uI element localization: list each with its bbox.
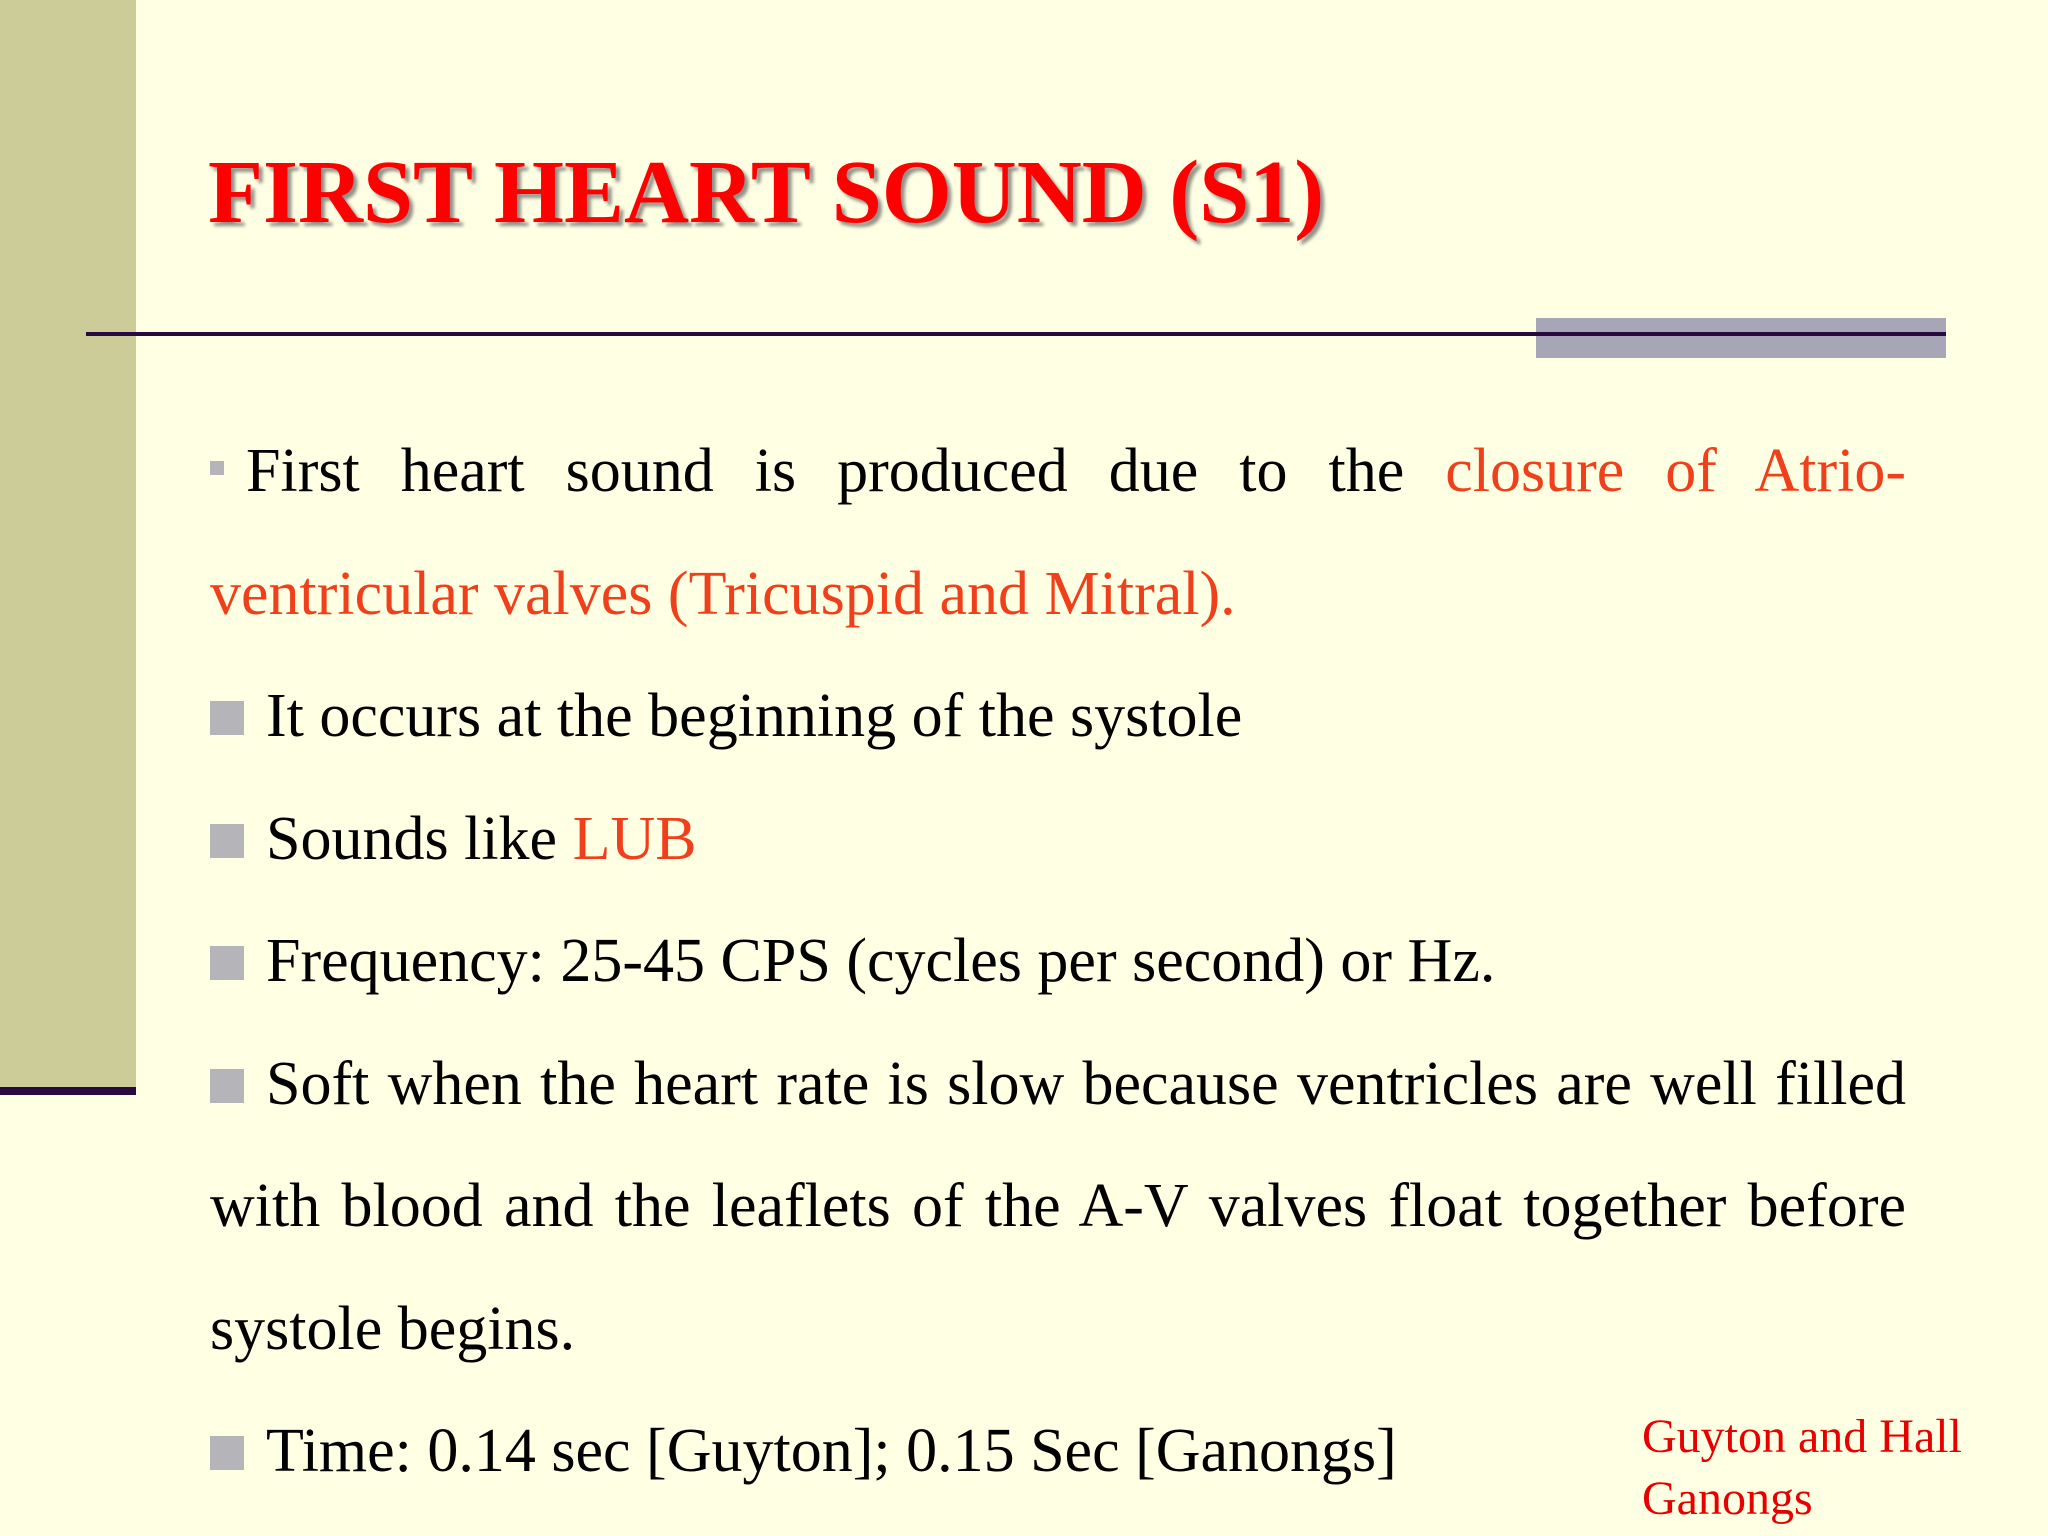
square-bullet-icon <box>210 824 244 858</box>
bullet-item-sound <box>210 778 1906 901</box>
bullet-highlight: closure of Atrio-ventricular valves (Tricuspid and Mitral). <box>210 437 1907 628</box>
square-bullet-icon <box>210 701 244 735</box>
reference-note <box>1642 1406 1962 1530</box>
title-divider-accent <box>1536 318 1946 358</box>
bullet-text: Time: 0.14 sec [Guyton]; 0.15 Sec [Ganongs] <box>266 1417 1397 1485</box>
slide-title: FIRST HEART SOUND (S1) <box>208 143 1325 242</box>
square-bullet-icon <box>210 461 224 475</box>
square-bullet-icon <box>210 946 244 980</box>
bullet-item-soft <box>210 1023 1906 1391</box>
bullet-item-closure <box>210 410 1906 655</box>
bullet-text: It occurs at the beginning of the systole <box>266 682 1243 750</box>
bullet-text: Frequency: 25-45 CPS (cycles per second) or Hz. <box>266 927 1496 995</box>
reference-line: Ganongs <box>1642 1472 1813 1525</box>
bullet-item-frequency <box>210 900 1906 1023</box>
bullet-item-timing <box>210 655 1906 778</box>
left-band-underline <box>0 1087 136 1095</box>
reference-line: Guyton and Hall <box>1642 1410 1962 1463</box>
square-bullet-icon <box>210 1069 244 1103</box>
square-bullet-icon <box>210 1436 244 1470</box>
slide-body <box>210 410 1906 1513</box>
bullet-highlight: LUB <box>572 804 697 873</box>
bullet-text: First heart sound is produced due to the <box>246 437 1446 505</box>
bullet-text: Sounds like <box>266 804 573 873</box>
bullet-text: Soft when the heart rate is slow because ventricles are well filled with blood and the leaflets of the A-V valves float together before systole begins. <box>210 1049 1906 1363</box>
left-decorative-band <box>0 0 136 1087</box>
